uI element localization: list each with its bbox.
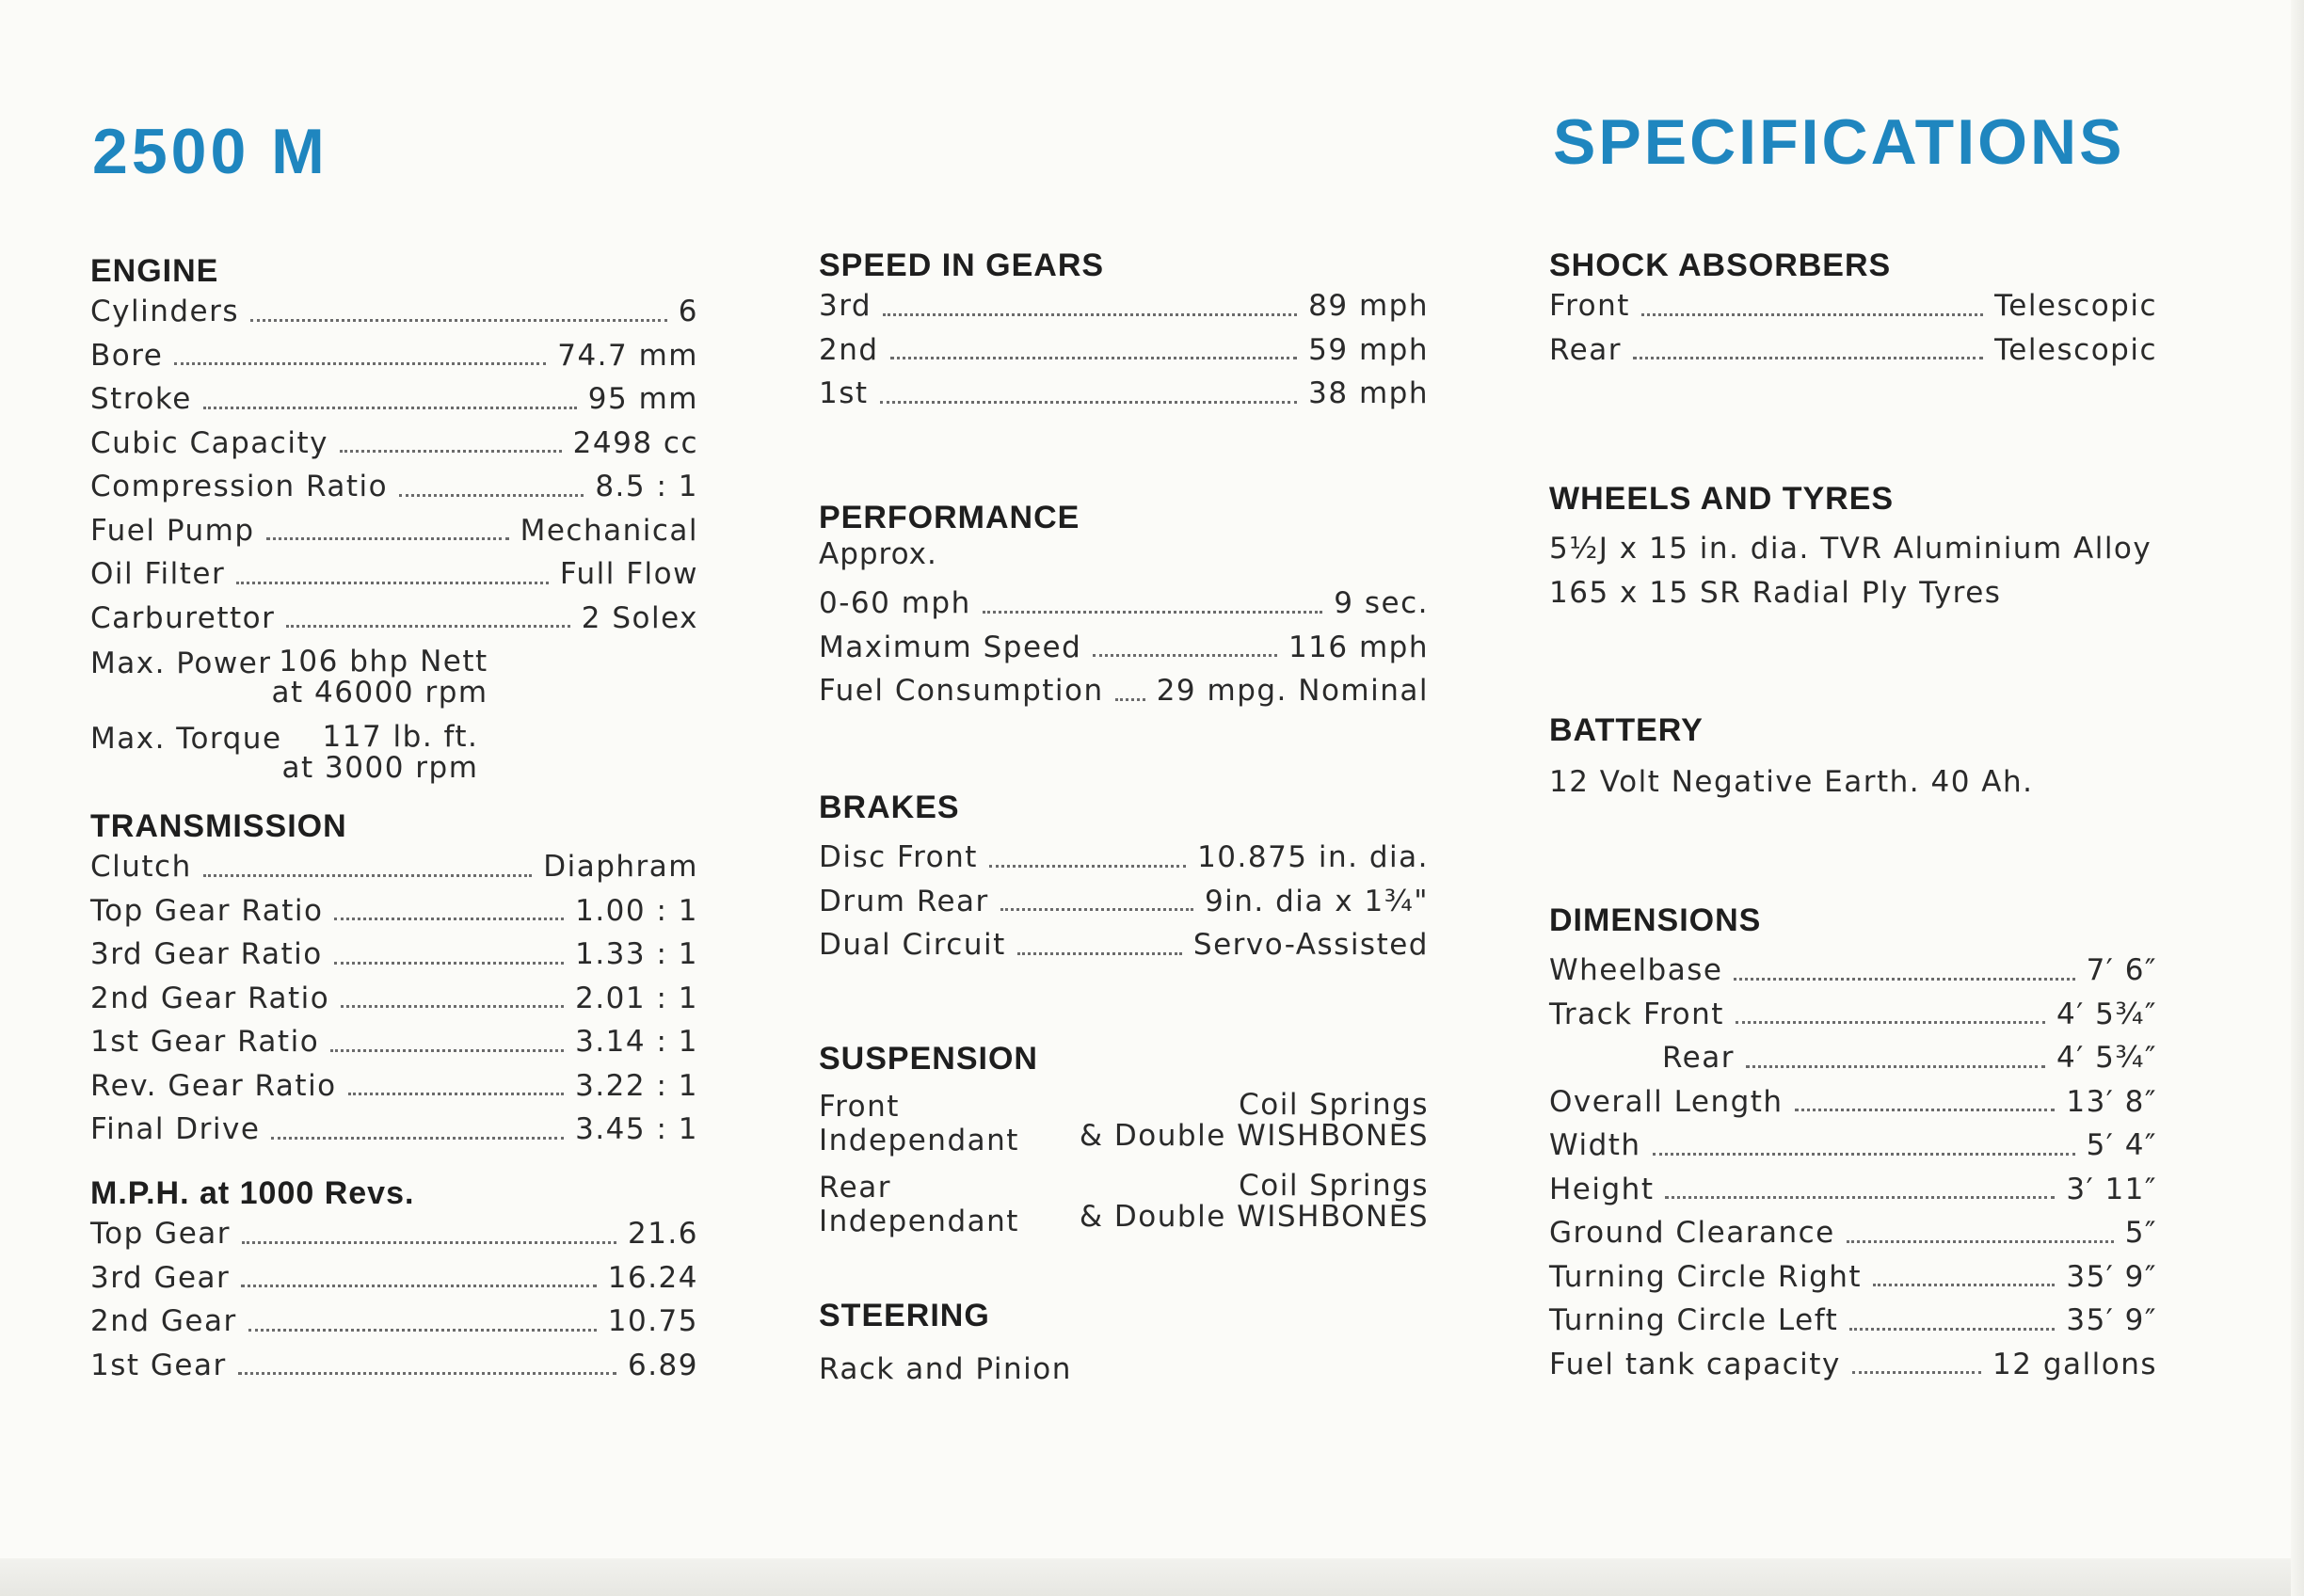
battery-section: [1549, 711, 2157, 805]
mph-section: [90, 1174, 698, 1387]
spec-row: Dual Circuit Servo-Assisted: [819, 928, 1429, 962]
spec-row: Final Drive 3.45 : 1: [90, 1112, 698, 1146]
performance-note: Approx.: [819, 537, 937, 571]
spec-row: Drum Rear 9in. dia x 1¾": [819, 884, 1429, 918]
battery-heading: BATTERY: [1549, 712, 1704, 748]
speed-in-gears-section: [819, 247, 1429, 416]
spec-row: Rear 4′ 5¾″: [1662, 1041, 2157, 1075]
engine-heading: ENGINE: [90, 253, 219, 289]
transmission-section: [90, 807, 698, 1152]
wheels-heading: WHEELS AND TYRES: [1549, 481, 1895, 517]
spec-row: Maximum Speed 116 mph: [819, 630, 1429, 664]
spec-row: Stroke 95 mm: [90, 382, 698, 416]
spec-row: 3rd 89 mph: [819, 289, 1429, 323]
spec-row: 0-60 mph 9 sec.: [819, 586, 1429, 620]
spec-row: Rear Telescopic: [1549, 332, 2157, 367]
brakes-section: [819, 789, 1429, 967]
suspension-front-row: Front Independant Coil Springs & Double WISHBONES: [819, 1088, 1429, 1157]
shock-absorbers-heading: SHOCK ABSORBERS: [1549, 247, 1892, 283]
max-power-row: Max. Power 106 bhp Nett at 46000 rpm: [90, 645, 488, 710]
battery-text: 12 Volt Negative Earth. 40 Ah.: [1549, 765, 2034, 799]
specifications-title: SPECIFICATIONS: [1553, 106, 2125, 178]
performance-section: [819, 499, 1429, 713]
speed-in-gears-heading: SPEED IN GEARS: [819, 247, 1105, 283]
spec-row: 3rd Gear Ratio 1.33 : 1: [90, 937, 698, 971]
wheels-section: [1549, 480, 2157, 614]
spec-row: Carburettor 2 Solex: [90, 600, 698, 635]
wheels-line-2: 165 x 15 SR Radial Ply Tyres: [1549, 575, 2002, 610]
model-title: 2500 M: [92, 116, 328, 187]
spec-row: Front Telescopic: [1549, 289, 2157, 323]
suspension-rear-row: Rear Independant Coil Springs & Double WISHBONES: [819, 1169, 1429, 1238]
spec-row: Height 3′ 11″: [1549, 1172, 2157, 1206]
spec-row: Fuel tank capacity 12 gallons: [1549, 1347, 2157, 1381]
engine-section: [90, 252, 698, 790]
suspension-section: [819, 1040, 1429, 1245]
spec-row: 1st Gear Ratio 3.14 : 1: [90, 1025, 698, 1059]
spec-row: Top Gear Ratio 1.00 : 1: [90, 893, 698, 928]
spec-row: 2nd Gear 10.75: [90, 1304, 698, 1338]
dimensions-heading: DIMENSIONS: [1549, 902, 1762, 938]
spec-row: Turning Circle Right 35′ 9″: [1549, 1259, 2157, 1294]
spec-row: Cylinders 6: [90, 295, 698, 328]
max-torque-row: Max. Torque 117 lb. ft. at 3000 rpm: [90, 720, 479, 785]
spec-row: Rev. Gear Ratio 3.22 : 1: [90, 1068, 698, 1103]
spec-row: Top Gear 21.6: [90, 1217, 698, 1251]
spec-row: Width 5′ 4″: [1549, 1128, 2157, 1162]
wheels-line-1: 5½J x 15 in. dia. TVR Aluminium Alloy: [1549, 532, 2152, 566]
spec-row: Turning Circle Left 35′ 9″: [1549, 1303, 2157, 1337]
shock-absorbers-section: [1549, 247, 2157, 372]
spec-row: Disc Front 10.875 in. dia.: [819, 840, 1429, 874]
spec-row: Fuel Pump Mechanical: [90, 513, 698, 548]
dimensions-section: [1549, 902, 2157, 1386]
spec-row: Cubic Capacity 2498 cc: [90, 425, 698, 460]
spec-row: Track Front 4′ 5¾″: [1549, 997, 2157, 1031]
performance-heading: PERFORMANCE: [819, 500, 1080, 535]
steering-text: Rack and Pinion: [819, 1352, 1072, 1386]
spec-row: 1st Gear 6.89: [90, 1348, 698, 1382]
spec-row: 2nd 59 mph: [819, 332, 1429, 367]
spec-row: Clutch Diaphram: [90, 850, 698, 884]
steering-section: [819, 1297, 1429, 1392]
spec-row: Wheelbase 7′ 6″: [1549, 953, 2157, 987]
spec-row: Oil Filter Full Flow: [90, 557, 698, 591]
spec-row: 1st 38 mph: [819, 376, 1429, 410]
brakes-heading: BRAKES: [819, 790, 960, 825]
steering-heading: STEERING: [819, 1298, 990, 1333]
mph-heading: M.P.H. at 1000 Revs.: [90, 1175, 415, 1211]
spec-row: Fuel Consumption 29 mpg. Nominal: [819, 674, 1429, 708]
spec-row: 2nd Gear Ratio 2.01 : 1: [90, 981, 698, 1015]
spec-row: Compression Ratio 8.5 : 1: [90, 470, 698, 503]
page-edge-shadow: [0, 1558, 2304, 1596]
suspension-heading: SUSPENSION: [819, 1041, 1038, 1077]
page-edge-right-shadow: [2291, 0, 2304, 1596]
spec-row: Bore 74.7 mm: [90, 338, 698, 373]
spec-row: Overall Length 13′ 8″: [1549, 1084, 2157, 1119]
spec-row: Ground Clearance 5″: [1549, 1216, 2157, 1250]
transmission-heading: TRANSMISSION: [90, 808, 347, 844]
spec-row: 3rd Gear 16.24: [90, 1260, 698, 1295]
